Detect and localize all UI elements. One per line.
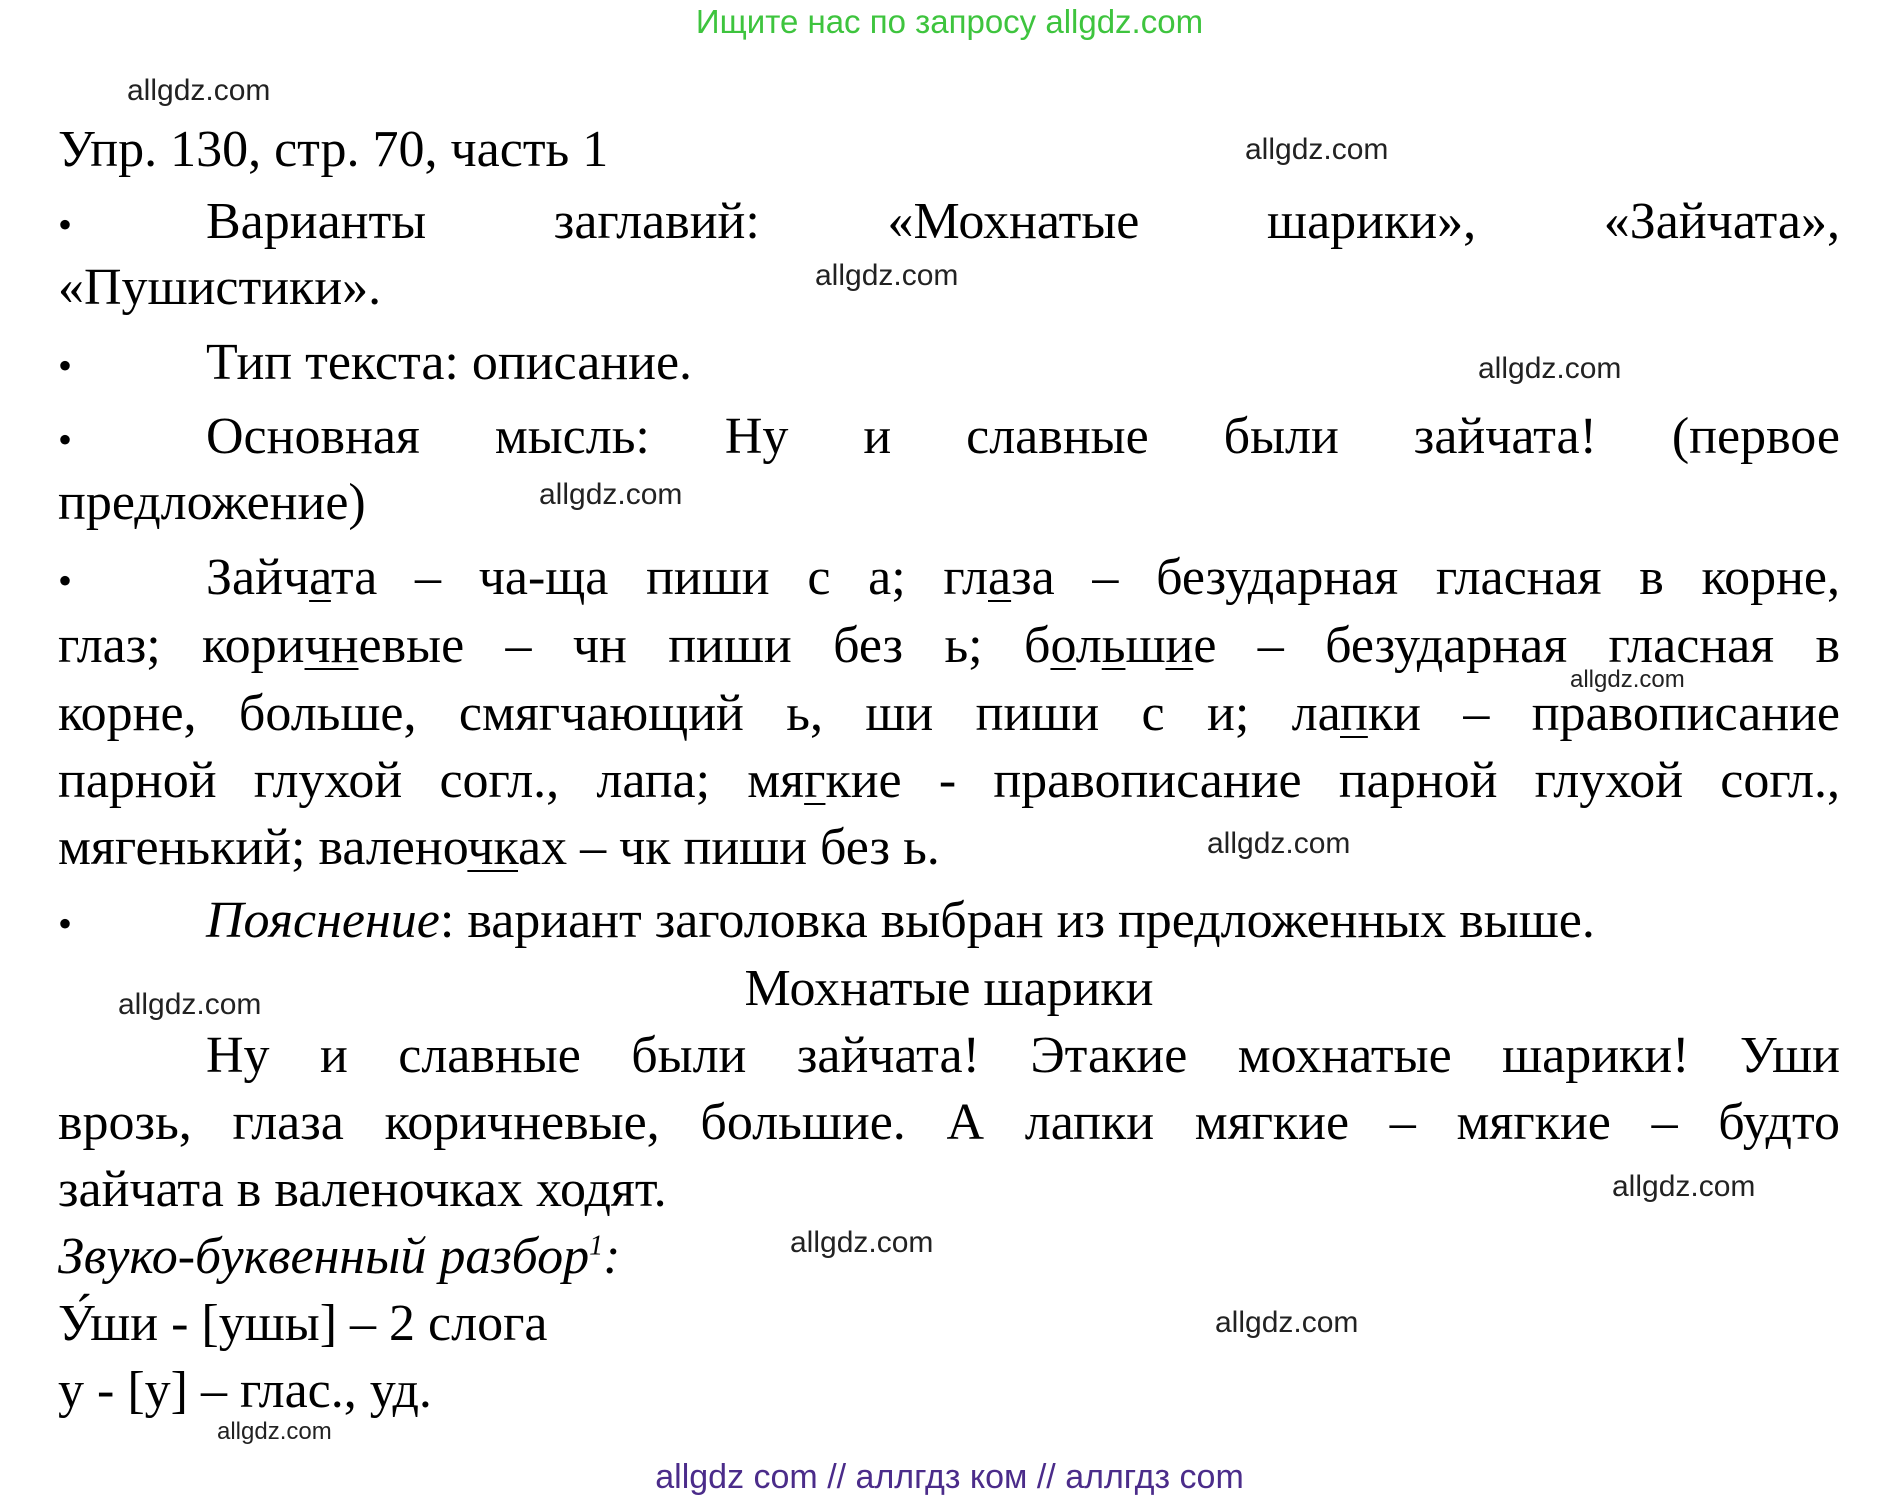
watermark: allgdz.com [1215,1306,1359,1339]
analysis-heading [58,1227,1840,1287]
explanation-text: : вариант заголовка выбран из предложенных выше. [439,892,1595,949]
footnote-marker: 1 [589,1230,604,1262]
text-run: Зайч [206,549,310,606]
text-run: кие - правописание парной глухой согл., [825,752,1840,809]
bullet-marker: • [58,901,73,946]
analysis-label: Звуко-буквенный разбор [58,1228,590,1285]
underlined-letter: чк [467,819,519,876]
bullet-marker: • [58,343,73,388]
bullet-main-idea [58,407,1840,470]
bullet-marker: • [58,558,73,603]
watermark: allgdz.com [217,1418,332,1445]
underlined-letter: г [804,752,826,809]
text-run: евые – чн пиши без ь; б [358,617,1051,674]
spelling-line-4 [58,751,1840,811]
watermark: allgdz.com [1245,133,1389,166]
spelling-line-5 [58,818,1840,878]
text-run: корне, больше, смягчающий ь, ши пиши с и; ла [58,685,1341,742]
watermark: allgdz.com [118,988,262,1021]
bullet-marker: • [58,202,73,247]
text-run: парной глухой согл., лапа; мя [58,752,805,809]
story-line-2: врозь, глаза коричневые, большие. А лапки мягкие – мягкие – будто [58,1094,1840,1151]
watermark: allgdz.com [1207,827,1351,860]
text-type: Тип текста: описание. [206,334,693,391]
text-run: глаз; кори [58,617,305,674]
exercise-heading: Упр. 130, стр. 70, часть 1 [58,121,609,178]
spelling-line-1 [206,548,1840,608]
watermark: allgdz.com [1478,352,1622,385]
explanation-label: Пояснение [206,892,440,949]
watermark: allgdz.com [539,478,683,511]
underlined-letter: и [1165,617,1194,674]
underlined-letter: ь [1101,617,1126,674]
text-run: за – безударная гласная в корне, [1011,549,1840,606]
text-run: ш [1125,617,1166,674]
text-run: е – безударная гласная в [1193,617,1841,674]
analysis-line-1: У́ши - [ушы] – 2 слога [58,1295,548,1352]
underlined-letter: а [988,549,1012,606]
titles-line-2: «Пушистики». [58,259,382,316]
analysis-line-2: у - [у] – глас., уд. [58,1362,432,1419]
main-idea-line-1: Основная мысль: Ну и славные были зайчата! (первое [206,408,1840,465]
bullet-marker: • [58,417,73,462]
story-line-1: Ну и славные были зайчата! Этакие мохнатые шарики! Уши [206,1027,1840,1084]
top-banner: Ищите нас по запросу allgdz.com [695,3,1204,40]
text-run: та – ча-ща пиши с а; гл [330,549,988,606]
watermark: allgdz.com [1570,666,1685,693]
titles-line-1: Варианты заглавий: «Мохнатые шарики», «Зайчата», [206,193,1840,250]
bottom-banner: allgdz com // аллгдз ком // аллгдз com [655,1458,1244,1496]
underlined-letter: чн [304,617,359,674]
text-run: ки – правописание [1367,685,1841,742]
analysis-colon: : [603,1228,621,1285]
watermark: allgdz.com [1612,1170,1756,1203]
explanation [206,891,1840,951]
watermark: allgdz.com [790,1226,934,1259]
underlined-letter: о [1050,617,1076,674]
watermark: allgdz.com [127,74,271,107]
bullet-explanation [58,891,1840,954]
bullet-titles [58,192,1840,255]
text-run: мягенький; валено [58,819,468,876]
underlined-letter: п [1340,685,1368,742]
story-title: Мохнатые шарики [744,960,1154,1017]
main-idea-line-2: предложение) [58,474,366,531]
underlined-letter: а [309,549,331,606]
text-run: ах – чк пиши без ь. [518,819,940,876]
story-line-3: зайчата в валеночках ходят. [58,1161,667,1218]
bullet-spelling [58,548,1840,611]
text-run: л [1075,617,1102,674]
watermark: allgdz.com [815,259,959,292]
